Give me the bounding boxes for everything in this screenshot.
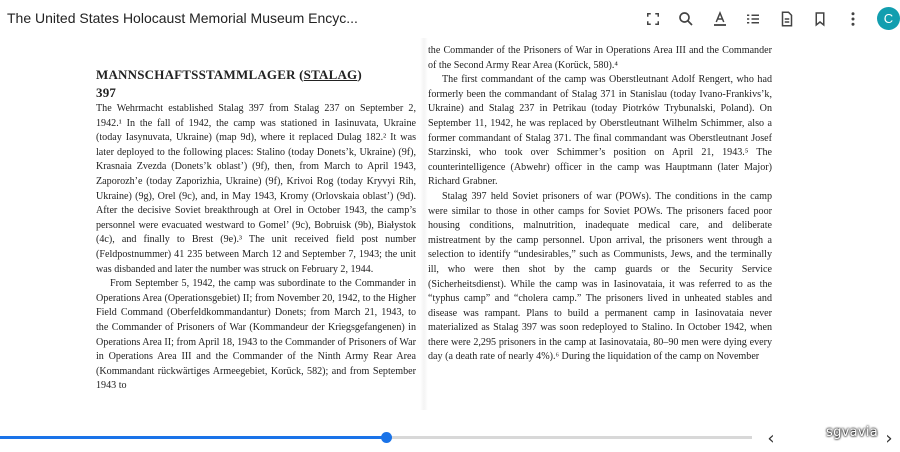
previous-page-button[interactable]: ‹ (767, 427, 775, 449)
book-title: The United States Holocaust Memorial Museum Encyc... (7, 10, 358, 26)
chapter-heading (96, 66, 416, 84)
right-page (428, 38, 772, 410)
user-avatar[interactable]: C (877, 7, 900, 30)
heading-end: ) (357, 67, 362, 82)
fullscreen-icon[interactable] (642, 8, 664, 30)
heading-underlined: STALAG (303, 67, 358, 82)
watermark: sgvavia (826, 425, 879, 440)
bookmark-icon[interactable] (809, 8, 831, 30)
progress-fill (0, 436, 386, 439)
paragraph: the Commander of the Prisoners of War in Operations Area III and the Commander of the Second Army Rear Area (Korück, 580).⁴ (428, 45, 772, 71)
paragraph: From September 5, 1942, the camp was subordinate to the Commander in Operations Area (Operationsgebiet) II; from November 20, 1942, to the Higher Field Command (Oberfeldkommandantur) Donets; from March 21, 1943, to the Commander of Prisoners of War (Kommandeur der Kriegsgefangenen) in Operations Area II; from April 18, 1943 to the Commander of Prisoners of War in Operations Area III and the Commander of the Ninth Army Rear Area (Kommandant rückwärtiges Armeegebiet, Korück, 582); and from September 1943 to (96, 278, 416, 392)
more-vert-icon[interactable] (842, 8, 864, 30)
next-page-button[interactable]: › (885, 427, 893, 449)
chapter-heading-line2: 397 (96, 85, 117, 100)
notes-icon[interactable] (776, 8, 798, 30)
text-format-icon[interactable] (709, 8, 731, 30)
heading-main: MANNSCHAFTSSTAMMLAGER ( (96, 67, 304, 82)
progress-slider-thumb[interactable] (381, 432, 392, 443)
left-page (96, 38, 416, 410)
paragraph: Stalag 397 held Soviet prisoners of war (POWs). The conditions in the camp were similar to those in other camps for Soviet POWs. The prisoners faced poor housing conditions, malnutrition, inadequate medical care, and deliberate mistreatment by the camp personnel. Upon arrival, the prisoners went through a selection to identify “undesirables,” such as Communists, Jews, and the terminally ill, who were then shot by the camp guards or the Security Service (Sicherheitsdienst). While the camp was in Iasinovataia, it was referred to as the “typhus camp” and “cholera camp.” The prisoners lived in unheated stables and disease was rampant. Plans to build a permanent camp in Iasinovataia never materialized as Stalag 397 was soon redeployed to Stalino. In October 1942, when there were 2,295 prisoners in the camp at Iasinovataia, 80–90 men were dying every day (a death rate of nearly 4%).⁶ During the liquidation of the camp on November (428, 190, 772, 363)
paragraph: The Wehrmacht established Stalag 397 from Stalag 237 on September 2, 1942.¹ In the fall of 1942, the camp was stationed in Iasinuvata, Ukraine (today Iasynuvata, Ukraine) (map 9d), where it replaced Dulag 182.² It was later deployed to the following places: Stalino (today Donets’k, Ukraine) (9f), Krasnaia Zvezda (Donets’k oblast’) (9f), then, from March to April 1943, Zaporozh’e (today Zaporizhia, Ukraine) (9f), Krivoi Rog (today Kryvyi Rih, Ukraine) (9g), Orel (9c), and, in May 1943, Kromy (Orlovskaia oblast’) (9d). After the decisive Soviet breakthrough at Orel in October 1943, the camp’s personnel were evacuated westward to Gomel’ (9c), Bobruisk (9b), Białystok (4c), and finally to Brest (9e).³ The unit received field post number (Feldpostnummer) 41 235 between March 12 and September 7, 1943; the unit was disbanded and later the number was struck on February 2, 1944. (96, 103, 416, 275)
top-toolbar (0, 0, 900, 38)
page-gutter (420, 38, 428, 410)
search-icon[interactable] (675, 8, 697, 30)
table-of-contents-icon[interactable] (742, 8, 764, 30)
paragraph: The first commandant of the camp was Oberstleutnant Adolf Rengert, who had formerly been the commandant of Stalag 371 in Stanislau (today Ivano-Frankivs’k, Ukraine) and Stalag 237 in Petrikau (today Piotrków Trybunalski, Poland). On September 11, 1942, he was replaced by Oberstleutnant Wilhelm Schimmer, also a former commandant of Stalag 371. The final commandant was Oberstleutnant Josef Starzinski, who took over Schimmer’s position on April 21, 1943.⁵ The counterintelligence (Abwehr) officer in the camp was Hauptmann (later Major) Richard Grabner. (428, 74, 772, 188)
